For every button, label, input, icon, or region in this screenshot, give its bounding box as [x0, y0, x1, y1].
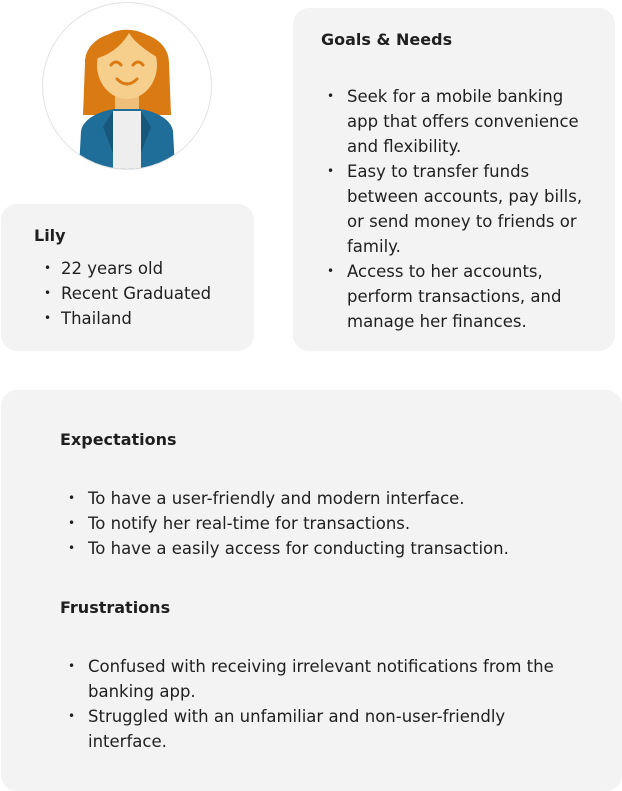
list-item: • To notify her real-time for transactions.	[61, 511, 561, 536]
list-item: • Seek for a mobile banking app that offers convenience and flexibility.	[320, 84, 590, 159]
woman-avatar-icon	[43, 3, 211, 169]
goals-list	[320, 84, 590, 334]
list-item: • Access to her accounts, perform transactions, and manage her finances.	[320, 259, 590, 334]
profile-card	[1, 204, 254, 351]
frustrations-list	[61, 654, 561, 754]
list-item: • To have a easily access for conducting transaction.	[61, 536, 561, 561]
goals-title: Goals & Needs	[321, 30, 453, 49]
list-item: • Confused with receiving irrelevant notifications from the banking app.	[61, 654, 561, 704]
expectations-title: Expectations	[60, 430, 177, 449]
expectations-frustrations-card	[1, 390, 622, 791]
persona-details	[34, 256, 249, 331]
list-item: • To have a user-friendly and modern interface.	[61, 486, 561, 511]
avatar	[42, 2, 212, 170]
list-item: • 22 years old	[34, 256, 249, 281]
frustrations-title: Frustrations	[60, 598, 171, 617]
goals-card	[293, 8, 615, 351]
expectations-list	[61, 486, 561, 561]
list-item: • Recent Graduated	[34, 281, 249, 306]
list-item: • Struggled with an unfamiliar and non-user-friendly interface.	[61, 704, 561, 754]
persona-name: Lily	[34, 226, 66, 245]
list-item: • Thailand	[34, 306, 249, 331]
list-item: • Easy to transfer funds between accounts, pay bills, or send money to friends or family.	[320, 159, 590, 259]
